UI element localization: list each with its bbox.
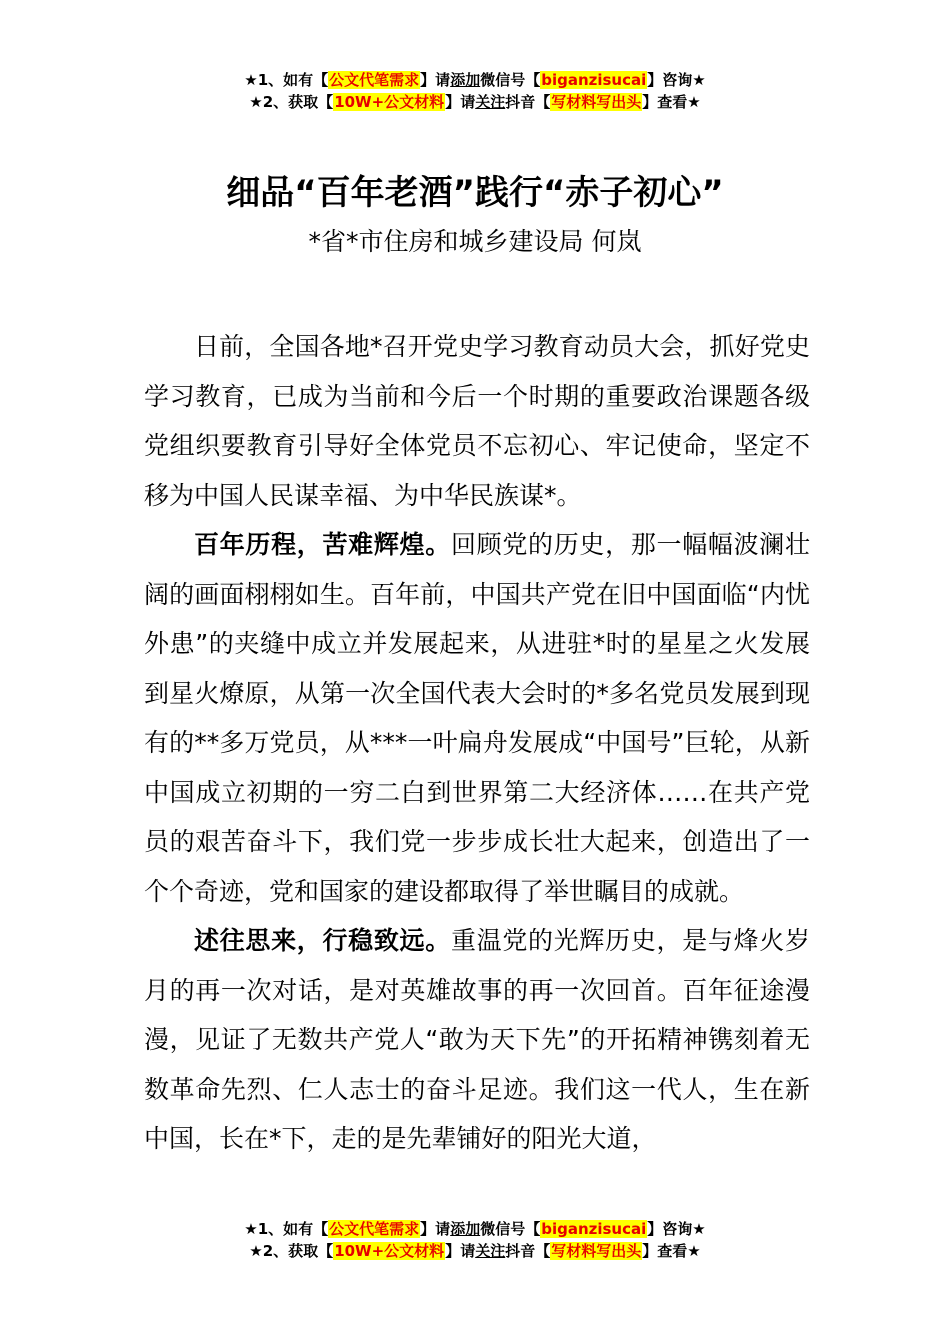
promo-text: 】查看★ [642,1242,701,1260]
promo-line-2 [0,1240,950,1262]
promo-highlight: biganzisucai [541,71,647,89]
article-body [144,322,810,1164]
article-author: *省*市住房和城乡建设局 何岚 [308,227,642,256]
body-paragraph [144,520,810,916]
promo-text: 】咨询★ [647,71,706,89]
promo-text: ★2、获取【 [249,1242,334,1260]
article-title: 细品“百年老酒”践行“赤子初心” [226,173,724,213]
promo-text: ★1、如有【 [244,1220,329,1238]
promo-emphasis: 添加 [450,1220,481,1238]
body-paragraph [144,322,810,520]
body-paragraph [144,916,810,1164]
promo-text: 】请 [445,1242,476,1260]
promo-text: 】查看★ [642,93,701,111]
paragraph-text: 回顾党的历史，那一幅幅波澜壮阔的画面栩栩如生。百年前，中国共产党在旧中国面临“内忧外患”的夹缝中成立并发展起来，从进驻*时的星星之火发展到星火燎原，从第一次全国代表大会时的*多名党员发展到现有的**多万党员，从***一叶扁舟发展成“中国号”巨轮，从新中国成立初期的一穷二白到世界第二大经济体……在共产党员的艰苦奋斗下，我们党一步步成长壮大起来，创造出了一个个奇迹，党和国家的建设都取得了举世瞩目的成就。 [144,530,810,906]
paragraph-text: 日前，全国各地*召开党史学习教育动员大会，抓好党史学习教育，已成为当前和今后一个时期的重要政治课题各级党组织要教育引导好全体党员不忘初心、牢记使命，坚定不移为中国人民谋幸福、为中华民族谋*。 [144,332,810,510]
promo-text: 】请 [420,1220,451,1238]
promo-text: ★1、如有【 [244,71,329,89]
promo-emphasis: 关注 [475,93,506,111]
promo-highlight: 写材料写出头 [551,93,642,111]
promo-text: 抖音【 [505,93,551,111]
promo-text: 】请 [420,71,451,89]
bottom-promo-banner [0,1218,950,1262]
promo-highlight: 公文代笔需求 [329,1220,420,1238]
promo-text: 微信号【 [480,1220,541,1238]
paragraph-lead: 述往思来，行稳致远。 [194,926,451,955]
promo-highlight: 公文代笔需求 [329,71,420,89]
promo-text: 】咨询★ [647,1220,706,1238]
promo-emphasis: 关注 [475,1242,506,1260]
promo-highlight: 写材料写出头 [551,1242,642,1260]
promo-text: 微信号【 [480,71,541,89]
top-promo-banner [0,69,950,113]
paragraph-text: 重温党的光辉历史，是与烽火岁月的再一次对话，是对英雄故事的再一次回首。百年征途漫漫，见证了无数共产党人“敢为天下先”的开拓精神镌刻着无数革命先烈、仁人志士的奋斗足迹。我们这一代人，生在新中国，长在*下，走的是先辈铺好的阳光大道， [144,926,810,1153]
promo-line-1 [0,69,950,91]
paragraph-lead: 百年历程，苦难辉煌。 [194,530,451,559]
promo-line-1 [0,1218,950,1240]
promo-text: 抖音【 [505,1242,551,1260]
promo-line-2 [0,91,950,113]
promo-text: ★2、获取【 [249,93,334,111]
promo-text: 】请 [445,93,476,111]
promo-highlight: biganzisucai [541,1220,647,1238]
promo-highlight: 10W+公文材料 [334,93,445,111]
promo-highlight: 10W+公文材料 [334,1242,445,1260]
promo-emphasis: 添加 [450,71,481,89]
